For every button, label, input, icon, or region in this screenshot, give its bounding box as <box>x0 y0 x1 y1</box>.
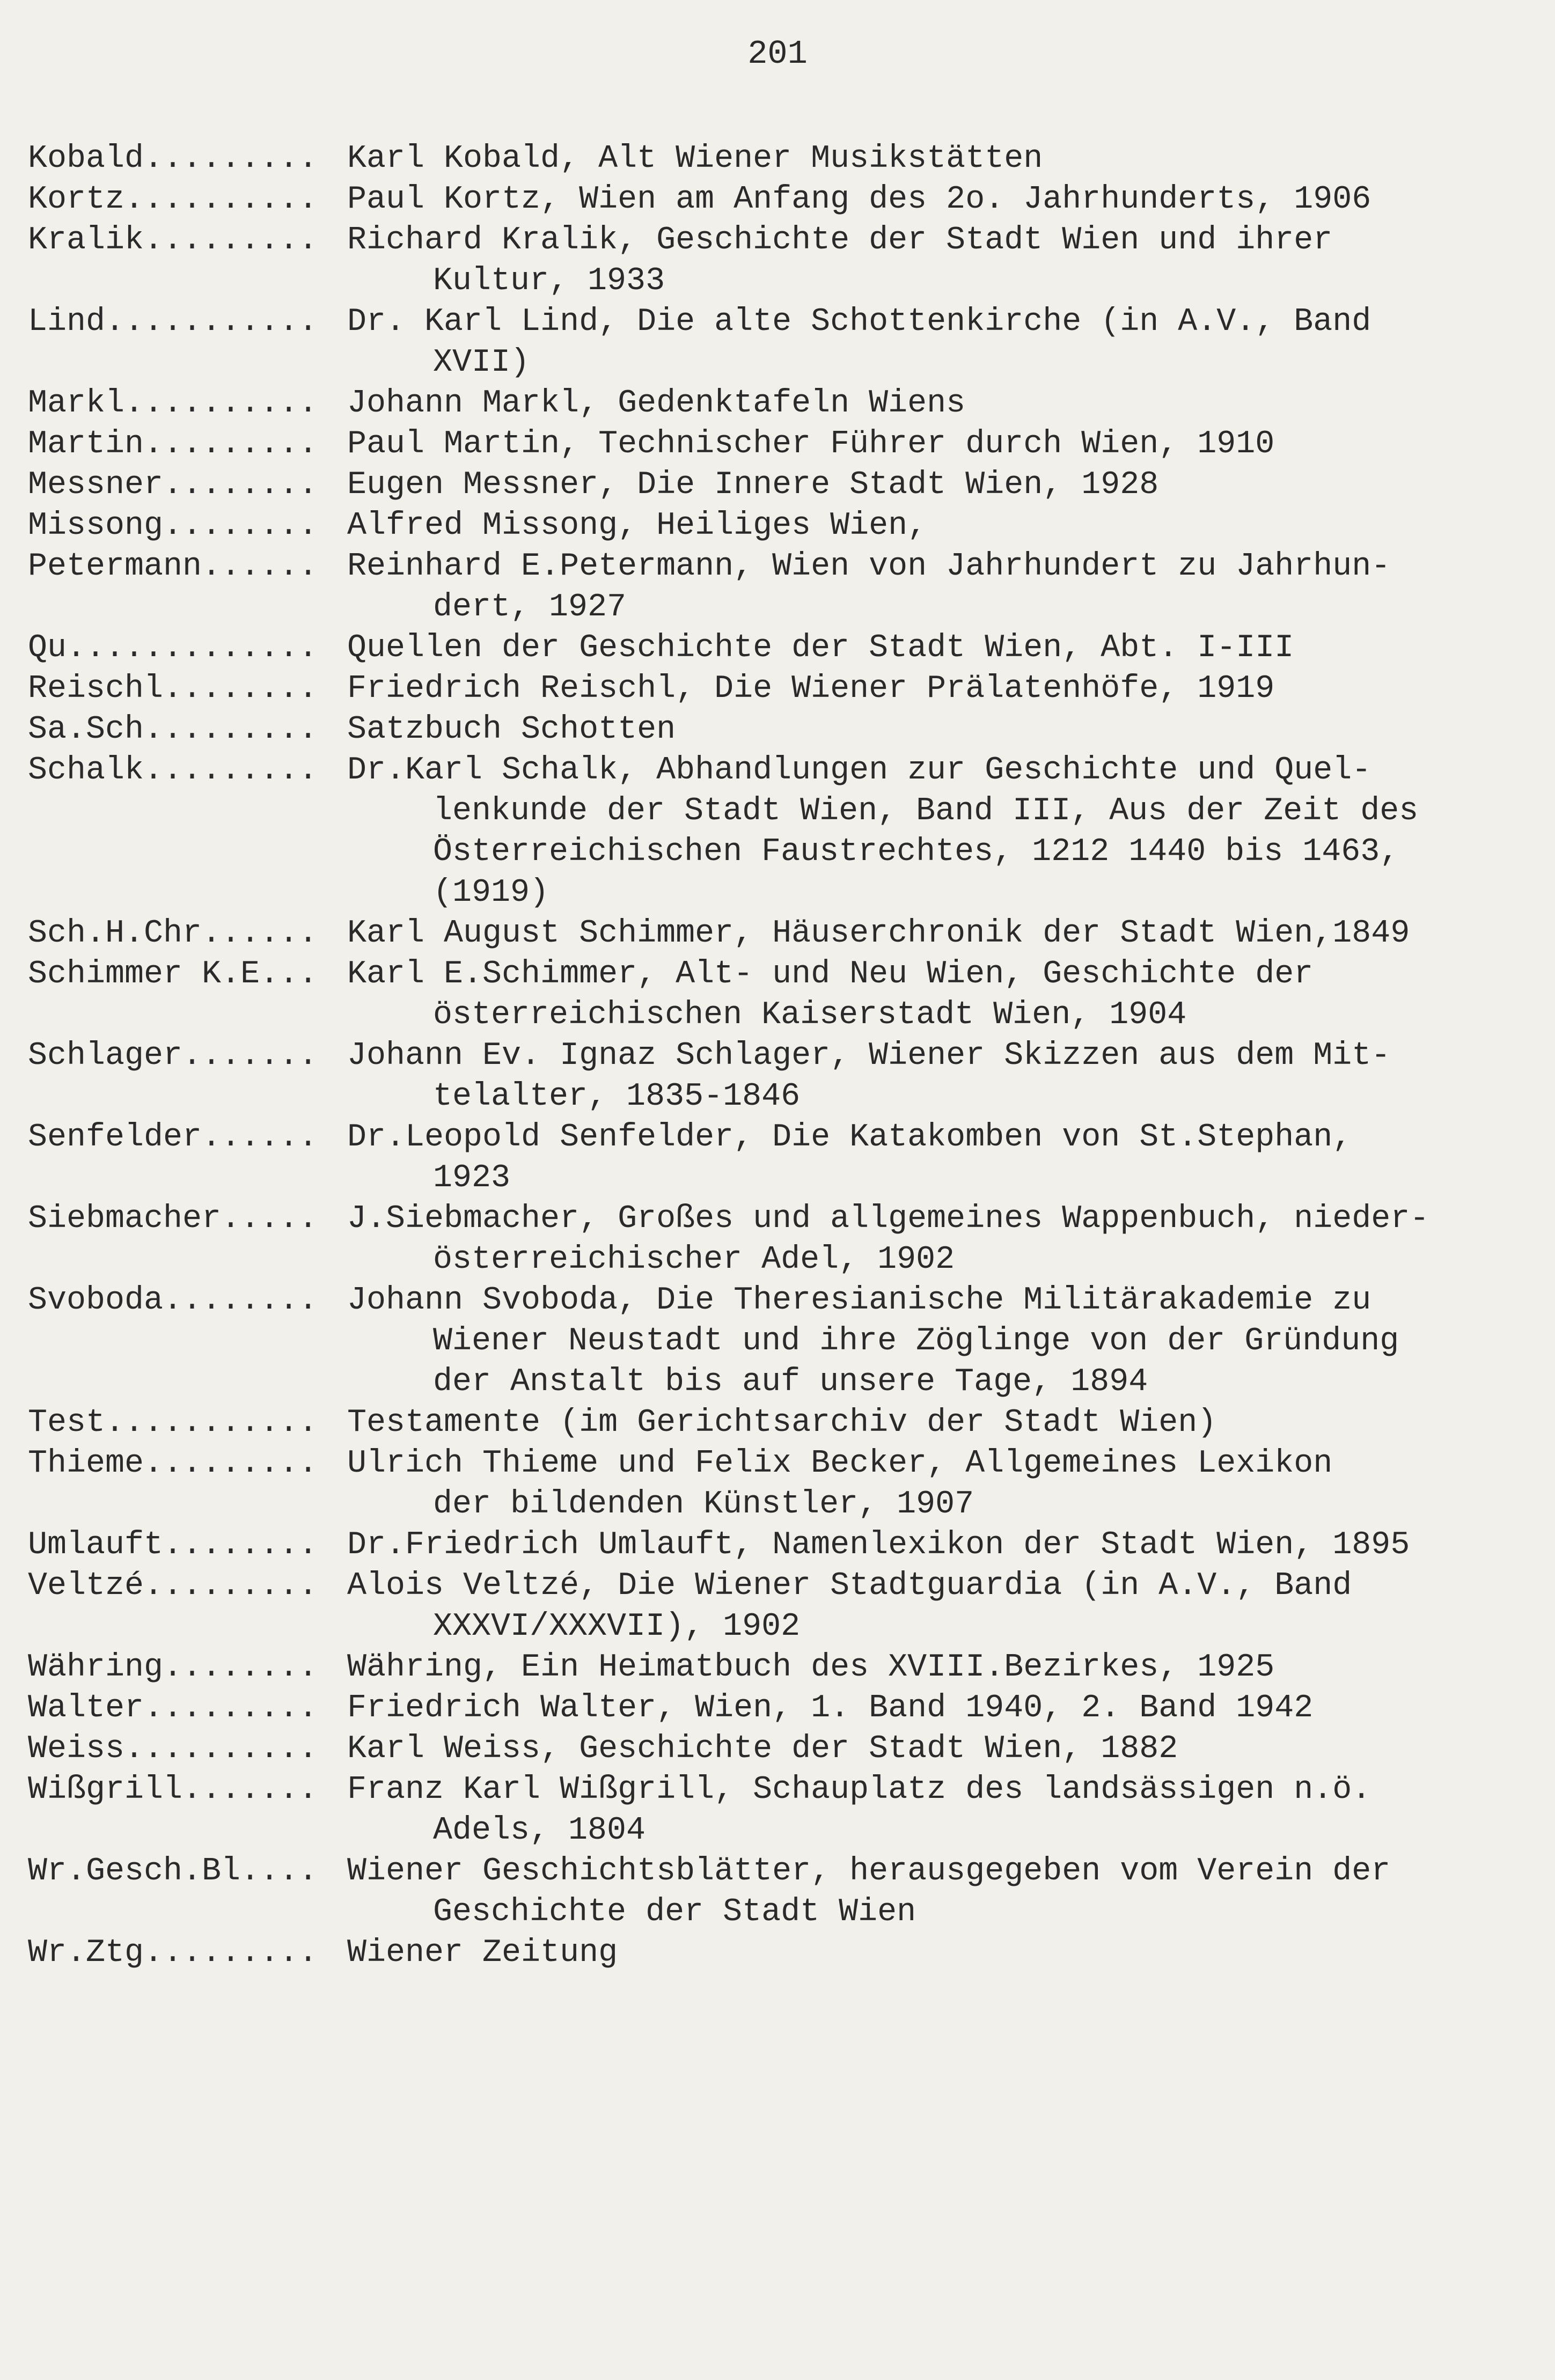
entry-abbreviation: Wißgrill....... <box>28 1772 318 1808</box>
entry-citation <box>347 709 1530 750</box>
citation-continuation-line: lenkunde der Stadt Wien, Band III, Aus der Zeit des <box>433 793 1419 829</box>
citation-line: Richard Kralik, Geschichte der Stadt Wien und ihrer <box>347 222 1333 259</box>
entry-abbreviation: Wr.Ztg......... <box>28 1935 318 1971</box>
citation-line: Friedrich Reischl, Die Wiener Prälatenhöfe, 1919 <box>347 671 1275 707</box>
citation-continuation-line: Adels, 1804 <box>433 1812 646 1849</box>
entry-abbreviation: Thieme......... <box>28 1445 318 1482</box>
bibliography-entry <box>28 750 1530 913</box>
citation-line: Eugen Messner, Die Innere Stadt Wien, 1928 <box>347 467 1159 503</box>
citation-line: Quellen der Geschichte der Stadt Wien, Abt. I-III <box>347 630 1294 666</box>
entry-citation <box>347 1933 1530 1973</box>
entry-abbreviation: Missong........ <box>28 508 318 544</box>
entry-abbreviation: Sa.Sch......... <box>28 711 318 748</box>
entry-abbreviation: Markl.......... <box>28 385 318 422</box>
bibliography-entry <box>28 505 1530 546</box>
entry-citation <box>347 750 1530 913</box>
citation-line: Franz Karl Wißgrill, Schauplatz des landsässigen n.ö. <box>347 1772 1371 1808</box>
citation-line: Ulrich Thieme und Felix Becker, Allgemeines Lexikon <box>347 1445 1333 1482</box>
citation-line: Testamente (im Gerichtsarchiv der Stadt Wien) <box>347 1405 1217 1441</box>
entry-citation <box>347 628 1530 669</box>
entry-citation <box>347 220 1530 302</box>
entry-abbreviation: Walter......... <box>28 1690 318 1727</box>
citation-line: Karl August Schimmer, Häuserchronik der Stadt Wien,1849 <box>347 915 1410 952</box>
entry-abbreviation: Weiss.......... <box>28 1731 318 1767</box>
entry-abbreviation: Petermann...... <box>28 548 318 585</box>
citation-line: Währing, Ein Heimatbuch des XVIII.Bezirkes, 1925 <box>347 1649 1275 1686</box>
entry-abbreviation: Siebmacher..... <box>28 1201 318 1237</box>
citation-continuation-line: österreichischer Adel, 1902 <box>433 1242 955 1278</box>
entry-abbreviation: Senfelder...... <box>28 1119 318 1156</box>
bibliography-entry <box>28 465 1530 505</box>
bibliography-entry <box>28 1769 1530 1851</box>
citation-line: Reinhard E.Petermann, Wien von Jahrhundert zu Jahrhun- <box>347 548 1391 585</box>
bibliography-entry <box>28 1525 1530 1566</box>
entry-citation <box>347 383 1530 424</box>
entry-citation <box>347 424 1530 465</box>
citation-continuation-line: (1919) <box>433 875 549 911</box>
citation-continuation-line: 1923 <box>433 1160 511 1196</box>
page-number: 201 <box>747 35 808 73</box>
bibliography-entry <box>28 709 1530 750</box>
bibliography-list <box>28 138 1530 1973</box>
citation-continuation-line: Kultur, 1933 <box>433 263 665 299</box>
entry-citation <box>347 179 1530 220</box>
entry-abbreviation: Messner........ <box>28 467 318 503</box>
entry-abbreviation: Kobald......... <box>28 141 318 177</box>
citation-line: J.Siebmacher, Großes und allgemeines Wappenbuch, nieder- <box>347 1201 1429 1237</box>
bibliography-entry <box>28 954 1530 1035</box>
entry-citation <box>347 1647 1530 1688</box>
bibliography-entry <box>28 383 1530 424</box>
entry-abbreviation: Svoboda........ <box>28 1282 318 1319</box>
bibliography-entry <box>28 302 1530 383</box>
bibliography-entry <box>28 669 1530 709</box>
entry-citation <box>347 1566 1530 1647</box>
citation-line: Alfred Missong, Heiliges Wien, <box>347 508 927 544</box>
bibliography-entry <box>28 220 1530 302</box>
entry-citation <box>347 302 1530 383</box>
entry-abbreviation: Wr.Gesch.Bl.... <box>28 1853 318 1890</box>
citation-continuation-line: XXXVI/XXXVII), 1902 <box>433 1608 801 1645</box>
citation-line: Karl E.Schimmer, Alt- und Neu Wien, Geschichte der <box>347 956 1314 993</box>
entry-abbreviation: Sch.H.Chr...... <box>28 915 318 952</box>
entry-citation <box>347 138 1530 179</box>
entry-citation <box>347 1117 1530 1199</box>
entry-abbreviation: Umlauft........ <box>28 1527 318 1563</box>
citation-line: Johann Ev. Ignaz Schlager, Wiener Skizzen aus dem Mit- <box>347 1038 1391 1074</box>
citation-line: Dr. Karl Lind, Die alte Schottenkirche (in A.V., Band <box>347 304 1371 340</box>
entry-citation <box>347 1443 1530 1525</box>
entry-citation <box>347 1199 1530 1280</box>
entry-citation <box>347 669 1530 709</box>
bibliography-entry <box>28 424 1530 465</box>
entry-abbreviation: Schlager....... <box>28 1038 318 1074</box>
citation-line: Dr.Friedrich Umlauft, Namenlexikon der Stadt Wien, 1895 <box>347 1527 1410 1563</box>
entry-abbreviation: Kortz.......... <box>28 181 318 218</box>
entry-citation <box>347 913 1530 954</box>
bibliography-entry <box>28 1688 1530 1729</box>
bibliography-entry <box>28 1933 1530 1973</box>
entry-citation <box>347 1035 1530 1117</box>
entry-citation <box>347 1688 1530 1729</box>
bibliography-entry <box>28 1566 1530 1647</box>
citation-line: Karl Weiss, Geschichte der Stadt Wien, 1882 <box>347 1731 1178 1767</box>
bibliography-entry <box>28 1280 1530 1402</box>
citation-line: Dr.Karl Schalk, Abhandlungen zur Geschichte und Quel- <box>347 752 1371 789</box>
bibliography-entry <box>28 1647 1530 1688</box>
bibliography-entry <box>28 1402 1530 1443</box>
entry-abbreviation: Martin......... <box>28 426 318 462</box>
citation-line: Wiener Geschichtsblätter, herausgegeben vom Verein der <box>347 1853 1391 1890</box>
entry-citation <box>347 546 1530 628</box>
bibliography-entry <box>28 1035 1530 1117</box>
bibliography-entry <box>28 138 1530 179</box>
bibliography-entry <box>28 1199 1530 1280</box>
entry-abbreviation: Währing........ <box>28 1649 318 1686</box>
bibliography-entry <box>28 546 1530 628</box>
citation-line: Paul Martin, Technischer Führer durch Wien, 1910 <box>347 426 1275 462</box>
bibliography-entry <box>28 1729 1530 1769</box>
bibliography-entry <box>28 628 1530 669</box>
citation-continuation-line: Wiener Neustadt und ihre Zöglinge von der Gründung <box>433 1323 1399 1360</box>
citation-continuation-line: Österreichischen Faustrechtes, 1212 1440 bis 1463, <box>433 834 1399 870</box>
citation-line: Friedrich Walter, Wien, 1. Band 1940, 2. Band 1942 <box>347 1690 1314 1727</box>
entry-citation <box>347 1525 1530 1566</box>
entry-citation <box>347 1402 1530 1443</box>
entry-citation <box>347 1851 1530 1933</box>
bibliography-entry <box>28 1851 1530 1933</box>
citation-line: Paul Kortz, Wien am Anfang des 2o. Jahrhunderts, 1906 <box>347 181 1371 218</box>
entry-abbreviation: Schalk......... <box>28 752 318 789</box>
entry-abbreviation: Kralik......... <box>28 222 318 259</box>
entry-abbreviation: Lind........... <box>28 304 318 340</box>
citation-continuation-line: österreichischen Kaiserstadt Wien, 1904 <box>433 997 1187 1033</box>
bibliography-entry <box>28 913 1530 954</box>
citation-line: Wiener Zeitung <box>347 1935 618 1971</box>
entry-citation <box>347 505 1530 546</box>
citation-continuation-line: XVII) <box>433 344 530 381</box>
entry-citation <box>347 1280 1530 1402</box>
entry-abbreviation: Veltzé......... <box>28 1568 318 1604</box>
citation-line: Johann Svoboda, Die Theresianische Militärakademie zu <box>347 1282 1371 1319</box>
citation-line: Satzbuch Schotten <box>347 711 676 748</box>
entry-citation <box>347 465 1530 505</box>
entry-abbreviation: Reischl........ <box>28 671 318 707</box>
bibliography-entry <box>28 179 1530 220</box>
entry-citation <box>347 1769 1530 1851</box>
citation-continuation-line: der Anstalt bis auf unsere Tage, 1894 <box>433 1364 1148 1400</box>
citation-continuation-line: dert, 1927 <box>433 589 627 626</box>
bibliography-entry <box>28 1117 1530 1199</box>
citation-line: Dr.Leopold Senfelder, Die Katakomben von St.Stephan, <box>347 1119 1352 1156</box>
citation-continuation-line: der bildenden Künstler, 1907 <box>433 1486 974 1523</box>
entry-abbreviation: Test........... <box>28 1405 318 1441</box>
citation-continuation-line: Geschichte der Stadt Wien <box>433 1894 916 1930</box>
citation-line: Alois Veltzé, Die Wiener Stadtguardia (in A.V., Band <box>347 1568 1352 1604</box>
entry-citation <box>347 954 1530 1035</box>
bibliography-entry <box>28 1443 1530 1525</box>
citation-line: Karl Kobald, Alt Wiener Musikstätten <box>347 141 1043 177</box>
citation-continuation-line: telalter, 1835-1846 <box>433 1078 801 1115</box>
entry-citation <box>347 1729 1530 1769</box>
citation-line: Johann Markl, Gedenktafeln Wiens <box>347 385 966 422</box>
entry-abbreviation: Qu............. <box>28 630 318 666</box>
entry-abbreviation: Schimmer K.E... <box>28 956 318 993</box>
